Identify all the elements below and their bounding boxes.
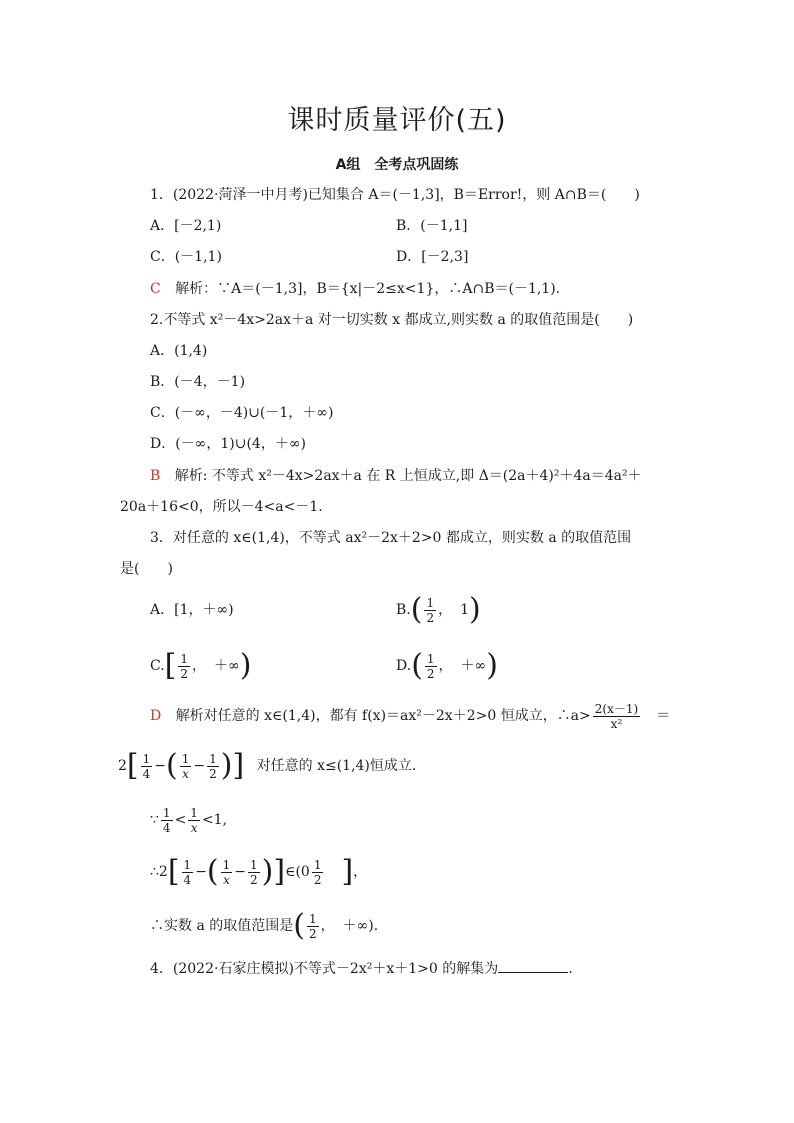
- fraction: $\frac{1}{4}$: [142, 751, 151, 781]
- q2-answer-line1: [150, 466, 642, 486]
- q1-option-c: C．(－1,1): [150, 249, 222, 265]
- q3-answer-text-2: 对任意的 x≤(1,4)恒成立.: [256, 758, 417, 774]
- q3-option-d-tail: ＋∞: [460, 658, 487, 674]
- fraction: $\frac{1}{2}$: [250, 857, 258, 887]
- q3-answer-line2: 2[ $\frac{1}{4}$ −( $\frac{1}{x}$ − $\frac{1}{2}$ )] 对任意的 x≤(1,4)恒成立.: [118, 748, 417, 783]
- q1-stem: 1．(2022·菏泽一中月考)已知集合 A＝(－1,3]，B＝Error!，则 A∩B＝( ): [150, 187, 640, 203]
- q3-option-b-prefix: B.: [396, 602, 411, 618]
- q2-answer-line2: 20a＋16<0，所以－4<a<－1.: [120, 499, 323, 515]
- q3-answer-line5: ∴实数 a 的取值范围是( $\frac{1}{2}$ ， ＋∞).: [150, 908, 379, 943]
- fraction: $\frac{1}{2}$: [426, 595, 435, 625]
- q2-option-d: D．(－∞，1)∪(4，＋∞): [150, 436, 306, 452]
- q4-stem: 4．(2022·石家庄模拟)不等式－2x²＋x＋1>0 的解集为 .: [150, 958, 573, 979]
- q2-option-a: A．(1,4): [150, 343, 208, 359]
- fraction: $\frac{1}{x}$: [222, 857, 231, 887]
- fraction: $\frac{1}{2}$: [308, 911, 317, 941]
- q2-stem: 2.不等式 x²－4x>2ax＋a 对一切实数 x 都成立,则实数 a 的取值范围是( ): [150, 312, 634, 328]
- fraction: $\frac{1}{2}$: [209, 751, 217, 781]
- q1-option-d: D．[－2,3]: [396, 249, 469, 265]
- q2-option-b: B．(－4，－1): [150, 374, 246, 390]
- q2-answer-letter: B: [150, 468, 161, 484]
- q3-option-b: B.( $\frac{1}{2}$ ， 1): [396, 592, 481, 627]
- q3-answer-letter: D: [150, 708, 162, 724]
- q1-answer-text: 解析：∵A＝(－1,3]，B＝{x|－2≤x<1}，∴A∩B＝(－1,1).: [175, 281, 561, 297]
- q3-option-b-tail: 1: [460, 602, 470, 618]
- q3-stem-1: 3．对任意的 x∈(1,4)，不等式 ax²－2x＋2>0 都成立，则实数 a 的取值范围: [150, 530, 632, 546]
- fraction: $\frac{1}{x}$: [181, 751, 190, 781]
- q3-option-c-tail: ＋∞: [214, 658, 240, 674]
- q3-answer-line1: D 解析对任意的 x∈(1,4)，都有 f(x)＝ax²－2x＋2>0 恒成立，∴a> $\frac{2(x-1)}{\text{x²}}$ ＝: [150, 701, 671, 731]
- q1-option-a: A．[－2,1): [150, 218, 222, 234]
- fraction: $\frac{2(x-1)}{\text{x²}}$: [594, 701, 639, 731]
- q3-option-d-prefix: D.: [396, 658, 412, 674]
- q3-option-c: C.[ $\frac{1}{2}$ ， ＋∞): [150, 648, 252, 683]
- q3-answer-line4: ∴2[ $\frac{1}{4}$ −( $\frac{1}{x}$ − $\frac{1}{2}$ )]∈(0 $\frac{1}{2}$ ]，: [150, 854, 368, 889]
- fraction: $\frac{1}{x}$: [190, 805, 198, 835]
- fraction: $\frac{1}{2}$: [180, 651, 189, 681]
- section-heading: A组 全考点巩固练: [335, 157, 459, 173]
- q3-option-c-prefix: C.: [150, 658, 165, 674]
- page-title: 课时质量评价(五): [287, 105, 507, 136]
- answer-blank[interactable]: [498, 958, 568, 973]
- q3-option-d: D.( $\frac{1}{2}$ ， ＋∞): [396, 648, 498, 683]
- q3-option-a: A．[1，＋∞): [150, 602, 234, 618]
- fraction: $\frac{1}{2}$: [313, 857, 322, 887]
- q2-answer-text-1: 解析: 不等式 x²－4x>2ax＋a 在 R 上恒成立,即 Δ＝(2a＋4)²＋4a＝4a²＋: [174, 468, 642, 484]
- q1-answer-letter: C: [150, 281, 161, 297]
- fraction: $\frac{1}{4}$: [162, 805, 171, 835]
- q3-answer-line3: ∵ $\frac{1}{4}$ < $\frac{1}{x}$ <1,: [150, 805, 228, 835]
- q3-stem-2: 是( ): [120, 561, 173, 577]
- fraction: $\frac{1}{2}$: [426, 651, 435, 681]
- q1-option-b: B．(－1,1]: [396, 218, 468, 234]
- fraction: $\frac{1}{4}$: [183, 857, 192, 887]
- q1-answer: [150, 279, 560, 299]
- q2-option-c: C．(－∞，－4)∪(－1，＋∞): [150, 405, 334, 421]
- q3-answer-text-1: 解析对任意的 x∈(1,4)，都有 f(x)＝ax²－2x＋2>0 恒成立，∴a>: [175, 708, 591, 724]
